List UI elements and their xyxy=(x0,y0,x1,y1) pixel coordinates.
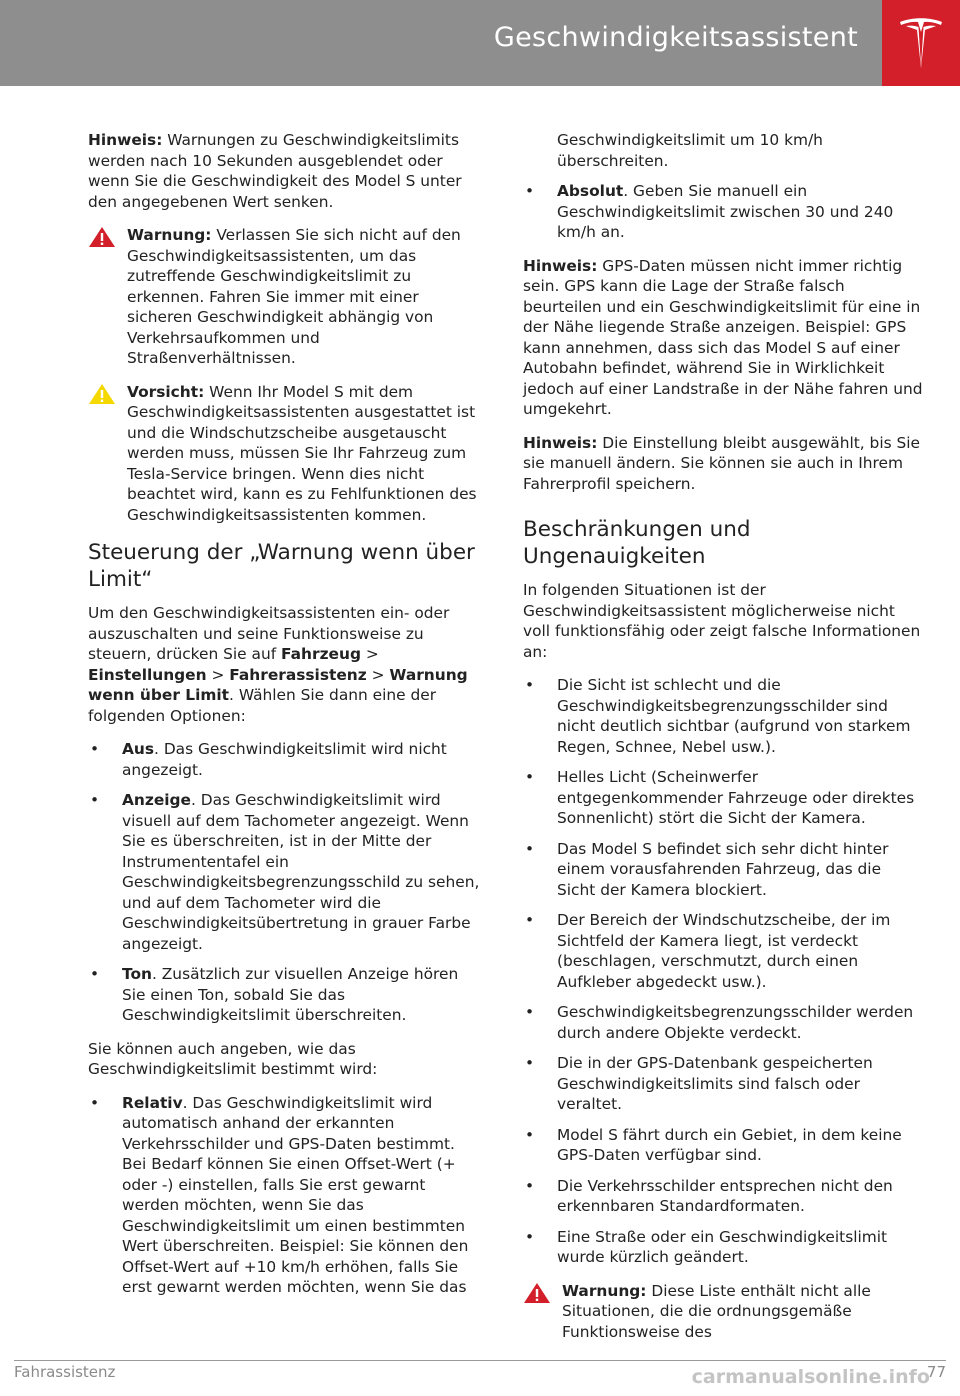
list-item: • Absolut. Geben Sie manuell ein Geschwindigkeitslimit zwischen 30 und 240 km/h an. xyxy=(525,182,894,241)
warning-triangle-red-icon xyxy=(88,226,116,248)
page-number: 77 xyxy=(926,1363,946,1381)
footer-divider xyxy=(14,1360,946,1361)
limitations-list xyxy=(523,675,923,1268)
list-item: • Aus. Das Geschwindigkeitslimit wird nicht angezeigt. xyxy=(90,740,447,779)
page-header xyxy=(0,0,960,86)
tesla-logo-icon xyxy=(898,16,944,70)
list-item: • Model S fährt durch ein Gebiet, in dem keine GPS-Daten verfügbar sind. xyxy=(525,1125,902,1164)
bullet-icon: • xyxy=(90,1093,100,1112)
bullet-icon: • xyxy=(525,768,535,786)
list-item: • Anzeige. Das Geschwindigkeitslimit wird visuell auf dem Tachometer angezeigt. Wenn Sie es überschreiten, ist in der Mitte der Instrumententafel ein Geschwindigkeitsbegrenzungsschild zu sehen, und auf dem Tachometer wird die Geschwindigkeitsübertretung in grauer Farbe angezeigt. xyxy=(90,791,480,953)
intro-paragraph: Um den Geschwindigkeitsassistenten ein- oder auszuschalten und seine Funktionsweise zu steuern, drücken Sie auf Fahrzeug > Einstellungen > Fahrerassistenz > Warnung wenn über Limit. Wählen Sie dann eine der folgenden Optionen: xyxy=(88,604,468,725)
bullet-icon: • xyxy=(525,1003,535,1021)
note-hinweis-setting: Hinweis: Die Einstellung bleibt ausgewählt, bis Sie sie manuell ändern. Sie können sie auch in Ihrem Fahrerprofil speichern. xyxy=(523,433,921,493)
options-list xyxy=(88,739,484,1026)
warning-note: Warnung: Diese Liste enthält nicht alle Situationen, die die ordnungsgemäße Funktionsweise des xyxy=(523,1281,923,1343)
mode-list-continued xyxy=(523,130,923,243)
limitations-intro: In folgenden Situationen ist der Geschwindigkeitsassistent möglicherweise nicht voll funktionsfähig oder zeigt falsche Informationen an: xyxy=(523,581,921,661)
bullet-icon: • xyxy=(525,676,535,694)
list-item: • Die Sicht ist schlecht und die Geschwindigkeitsbegrenzungsschilder sind nicht deutlich sichtbar (aufgrund von starkem Regen, Schnee, Nebel usw.). xyxy=(525,676,911,756)
bullet-icon: • xyxy=(90,791,100,809)
list-item: • Eine Straße oder ein Geschwindigkeitslimit wurde kürzlich geändert. xyxy=(525,1227,888,1266)
section-heading-steuerung: Steuerung der „Warnung wenn über Limit“ xyxy=(88,540,475,592)
page-title: Geschwindigkeitsassistent xyxy=(493,22,858,53)
bullet-icon: • xyxy=(525,839,535,858)
list-item: • Geschwindigkeitsbegrenzungsschilder werden durch andere Objekte verdeckt. xyxy=(525,1003,914,1042)
list-item: • Die Verkehrsschilder entsprechen nicht den erkennbaren Standardformaten. xyxy=(525,1176,893,1215)
watermark: carmanualsonline.info xyxy=(691,1366,930,1388)
list-item: • Die in der GPS-Datenbank gespeicherten Geschwindigkeitslimits sind falsch oder veraltet. xyxy=(525,1054,873,1113)
brand-logo-box xyxy=(882,0,960,86)
bullet-icon: • xyxy=(525,911,535,929)
bullet-icon: • xyxy=(90,965,100,983)
footer-section-label: Fahrassistenz xyxy=(14,1363,116,1381)
warning-note: Warnung: Verlassen Sie sich nicht auf den Geschwindigkeitsassistenten, um das zutreffende Geschwindigkeitslimit zu erkennen. Fahren Sie immer mit einer sicheren Geschwindigkeit abhängig von Verkehrsaufkommen und Straßenverhältnissen. xyxy=(88,225,484,369)
right-column xyxy=(523,130,923,1355)
warning-triangle-red-icon xyxy=(523,1282,551,1304)
section-heading-beschraenkungen: Beschränkungen und Ungenauigkeiten xyxy=(523,517,751,569)
bullet-icon: • xyxy=(525,1227,535,1246)
mode-list xyxy=(88,1093,484,1298)
bullet-icon: • xyxy=(90,740,100,758)
list-item: • Relativ. Das Geschwindigkeitslimit wird automatisch anhand der erkannten Verkehrsschilder und GPS-Daten bestimmt. Bei Bedarf können Sie einen Offset-Wert (+ oder -) einstellen, falls Sie erst gewarnt werden möchten, wenn Sie das Geschwindigkeitslimit um einen bestimmten Wert überschreiten. Beispiel: Sie können den Offset-Wert auf +10 km/h erhöhen, falls Sie erst gewarnt werden möchten, wenn Sie das xyxy=(90,1093,469,1296)
note-hinweis: Hinweis: Warnungen zu Geschwindigkeitslimits werden nach 10 Sekunden ausgeblendet oder wenn Sie die Geschwindigkeit des Model S unter den angegebenen Wert senken. xyxy=(88,131,462,211)
caution-note: Vorsicht: Wenn Ihr Model S mit dem Geschwindigkeitsassistenten ausgestattet ist und die Windschutzscheibe ausgetauscht werden muss, müssen Sie Ihr Fahrzeug zum Tesla-Service bringen. Wenn dies nicht beachtet wird, kann es zu Fehlfunktionen des Geschwindigkeitsassistenten kommen. xyxy=(88,382,484,526)
list-item: • Ton. Zusätzlich zur visuellen Anzeige hören Sie einen Ton, sobald Sie das Geschwindigkeitslimit überschreiten. xyxy=(90,965,459,1024)
bullet-icon: • xyxy=(525,1176,535,1195)
bullet-icon: • xyxy=(525,182,535,200)
bullet-icon: • xyxy=(525,1125,535,1144)
bullet-icon: • xyxy=(525,1054,535,1072)
paragraph-limit-mode: Sie können auch angeben, wie das Geschwindigkeitslimit bestimmt wird: xyxy=(88,1039,378,1078)
caution-triangle-yellow-icon xyxy=(88,383,116,405)
note-hinweis-gps: Hinweis: GPS-Daten müssen nicht immer richtig sein. GPS kann die Lage der Straße falsch beurteilen und ein Geschwindigkeitslimit für eine in der Nähe liegende Straße anzeigen. Beispiel: GPS kann annehmen, dass sich das Model S auf einer Autobahn befindet, während Sie in Wirklichkeit jedoch auf einer Landstraße in der Nähe fahren und umgekehrt. xyxy=(523,256,923,418)
list-item-continued: Geschwindigkeitslimit um 10 km/h überschreiten. xyxy=(557,131,823,170)
list-item: • Der Bereich der Windschutzscheibe, der im Sichtfeld der Kamera liegt, ist verdeckt (beschlagen, verschmutzt, durch einen Aufkleber abgedeckt usw.). xyxy=(525,911,891,991)
list-item: • Das Model S befindet sich sehr dicht hinter einem vorausfahrenden Fahrzeug, das die Sicht der Kamera blockiert. xyxy=(525,839,889,899)
left-column xyxy=(88,130,484,1311)
list-item: • Helles Licht (Scheinwerfer entgegenkommender Fahrzeuge oder direktes Sonnenlicht) stört die Sicht der Kamera. xyxy=(525,768,915,827)
